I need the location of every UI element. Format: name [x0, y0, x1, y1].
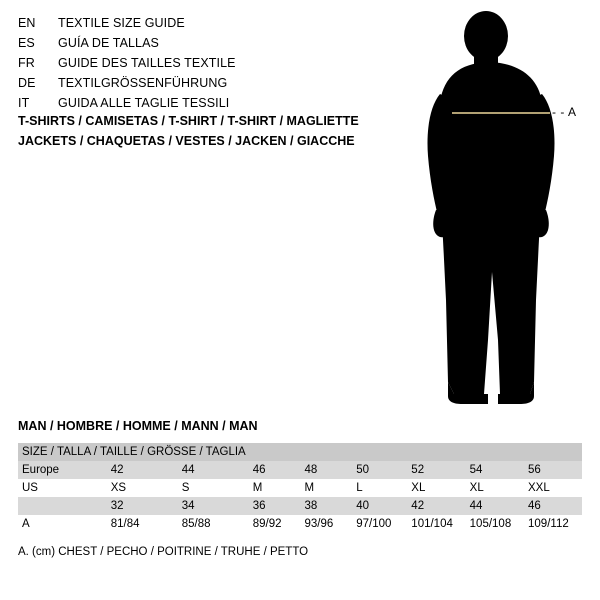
language-code: EN: [18, 16, 36, 30]
row-cell: M: [249, 479, 301, 497]
size-table: [18, 443, 582, 533]
language-header-block: [18, 16, 398, 116]
language-code: FR: [18, 56, 35, 70]
language-title: TEXTILE SIZE GUIDE: [58, 16, 185, 30]
language-code: IT: [18, 96, 30, 110]
row-cell: 52: [407, 461, 465, 479]
table-title-man: MAN / HOMBRE / HOMME / MANN / MAN: [18, 419, 258, 433]
row-cell: 42: [107, 461, 178, 479]
table-header-row: [18, 443, 582, 461]
footnote-chest-measure: A. (cm) CHEST / PECHO / POITRINE / TRUHE / PETTO: [18, 546, 309, 558]
row-cell: 93/96: [300, 515, 352, 533]
table-header-blank: [249, 443, 301, 461]
table-header-blank: [300, 443, 352, 461]
table-row: [18, 497, 582, 515]
row-cell: 46: [524, 497, 582, 515]
row-cell: XS: [107, 479, 178, 497]
row-cell: 56: [524, 461, 582, 479]
language-title: GUIDE DES TAILLES TEXTILE: [58, 56, 236, 70]
row-cell: 109/112: [524, 515, 582, 533]
row-cell: 48: [300, 461, 352, 479]
row-cell: M: [300, 479, 352, 497]
row-label: US: [18, 479, 107, 497]
row-cell: 44: [466, 497, 524, 515]
table-row: [18, 479, 582, 497]
row-label: [18, 497, 107, 515]
language-title: TEXTILGRÖSSENFÜHRUNG: [58, 76, 228, 90]
row-cell: 40: [352, 497, 407, 515]
row-label: Europe: [18, 461, 107, 479]
language-row: [18, 36, 398, 56]
language-row: [18, 56, 398, 76]
row-cell: XXL: [524, 479, 582, 497]
table-row: [18, 461, 582, 479]
language-code: DE: [18, 76, 36, 90]
row-cell: 38: [300, 497, 352, 515]
row-cell: 54: [466, 461, 524, 479]
category-tshirts: T-SHIRTS / CAMISETAS / T-SHIRT / T-SHIRT / MAGLIETTE: [18, 114, 359, 128]
row-cell: 32: [107, 497, 178, 515]
row-cell: 36: [249, 497, 301, 515]
table-row: [18, 515, 582, 533]
row-cell: 42: [407, 497, 465, 515]
row-cell: S: [178, 479, 249, 497]
language-row: [18, 76, 398, 96]
language-title: GUÍA DE TALLAS: [58, 36, 159, 50]
category-jackets: JACKETS / CHAQUETAS / VESTES / JACKEN / GIACCHE: [18, 134, 355, 148]
table-header-blank: [466, 443, 524, 461]
row-cell: 44: [178, 461, 249, 479]
row-cell: 101/104: [407, 515, 465, 533]
table-header-label: SIZE / TALLA / TAILLE / GRÖSSE / TAGLIA: [18, 443, 249, 461]
male-silhouette-figure: [400, 10, 600, 410]
language-row: [18, 16, 398, 36]
row-cell: 89/92: [249, 515, 301, 533]
row-cell: 50: [352, 461, 407, 479]
row-label: A: [18, 515, 107, 533]
table-header-blank: [352, 443, 407, 461]
row-cell: XL: [407, 479, 465, 497]
table-header-blank: [407, 443, 465, 461]
row-cell: 85/88: [178, 515, 249, 533]
row-cell: 81/84: [107, 515, 178, 533]
row-cell: 105/108: [466, 515, 524, 533]
row-cell: 97/100: [352, 515, 407, 533]
row-cell: L: [352, 479, 407, 497]
row-cell: XL: [466, 479, 524, 497]
row-cell: 46: [249, 461, 301, 479]
measure-label-a: - - A: [552, 105, 577, 119]
row-cell: 34: [178, 497, 249, 515]
category-block: [18, 111, 418, 151]
language-title: GUIDA ALLE TAGLIE TESSILI: [58, 96, 230, 110]
table-header-blank: [524, 443, 582, 461]
language-code: ES: [18, 36, 35, 50]
